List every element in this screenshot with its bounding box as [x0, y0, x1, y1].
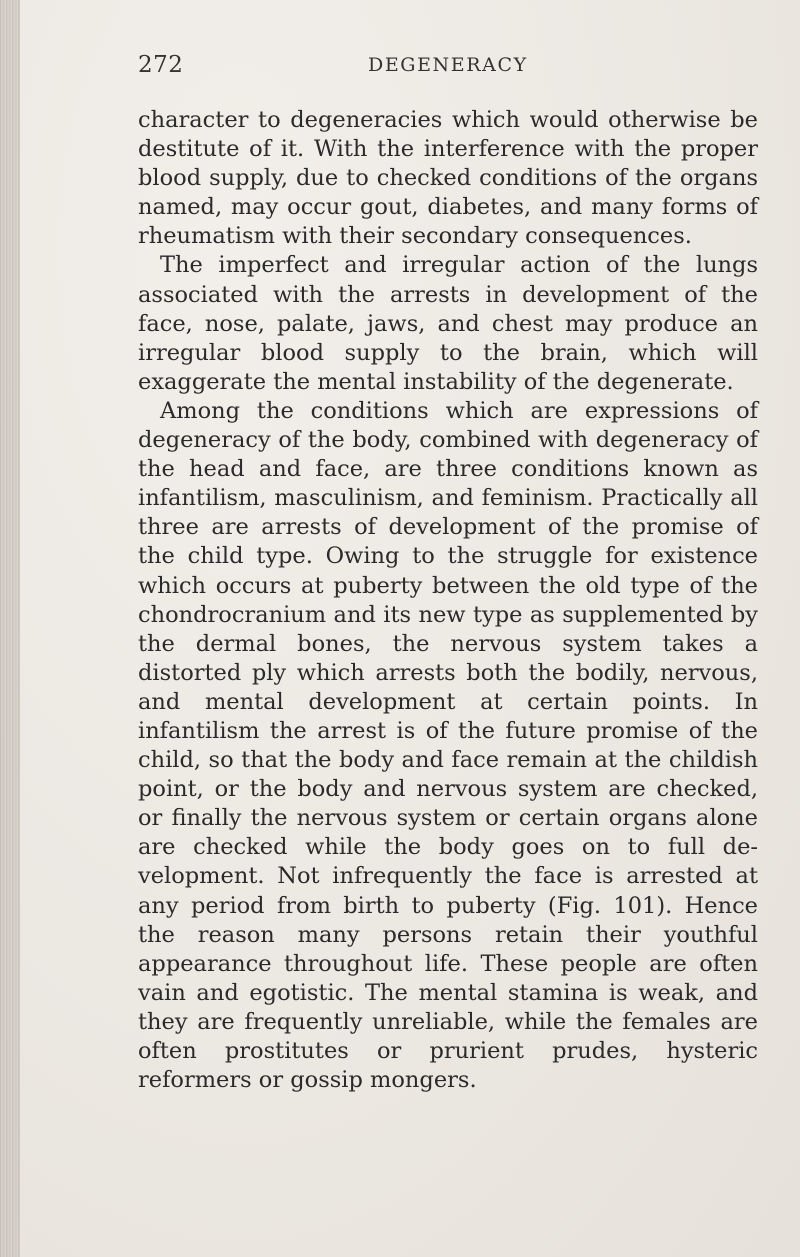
- page-number: 272: [138, 52, 184, 78]
- body-text: [138, 106, 758, 1095]
- paragraph-3: Among the conditions which are expressions of degeneracy of the body, combined with degeneracy of the head and face, are three conditions known as infantilism, masculinism, and feminism. Practically all three are arrests of development of the promise of the child type. Owing to the struggle for existence which occurs at puberty between the old type of the chondrocranium and its new type as supplemented by the dermal bones, the nervous system takes a distorted ply which arrests both the bodily, nervous, and mental development at certain points. In infantilism the arrest is of the future promise of the child, so that the body and face remain at the childish point, or the body and nervous system are checked, or finally the nervous system or certain organs alone are checked while the body goes on to full development. Not infrequently the face is arrested at any period from birth to puberty (Fig. 101). Hence the reason many persons retain their youthful appearance throughout life. These people are often vain and egotistic. The mental stamina is weak, and they are frequently unreliable, while the females are often prostitutes or prurient prudes, hysteric reformers or gossip mongers.: [138, 397, 758, 1094]
- paragraph-1: character to degeneracies which would otherwise be destitute of it. With the interference with the proper blood supply, due to checked conditions of the organs named, may occur gout, diabetes, and many forms of rheumatism with their secondary consequences.: [138, 107, 758, 250]
- running-head: DEGENERACY: [368, 54, 528, 76]
- binding-gutter: [0, 0, 20, 1257]
- page-header: [138, 52, 758, 82]
- paragraph-2: The imperfect and irregular action of the lungs associated with the arrests in development of the face, nose, palate, jaws, and chest may produce an irregular blood supply to the brain, which will exaggerate the mental instability of the degenerate.: [138, 252, 758, 395]
